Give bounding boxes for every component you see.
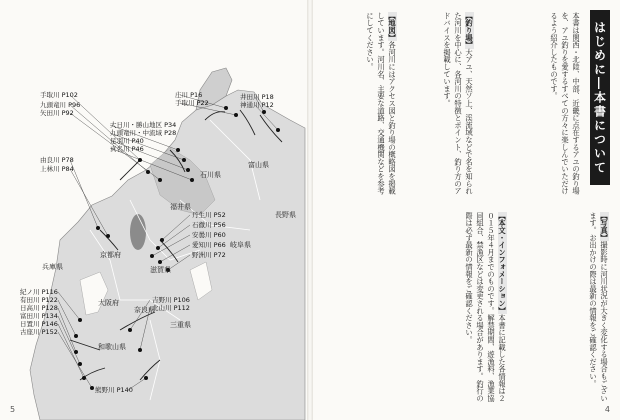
lake-biwa xyxy=(130,214,146,250)
pref-label: 富山県 xyxy=(248,161,269,169)
pref-label: 大阪府 xyxy=(98,299,119,307)
river-label: 富田川 P134 xyxy=(20,312,58,320)
river-label: 真名川 P46 xyxy=(110,145,144,153)
river-label: 上林川 P84 xyxy=(40,165,74,173)
river-label: 神通川 P12 xyxy=(240,101,274,109)
river-label: 由良川 P78 xyxy=(40,156,74,164)
page-number: 4 xyxy=(604,405,610,414)
region-map xyxy=(0,0,307,420)
river-label: 矢田川 P92 xyxy=(40,109,74,117)
map-section: 【地図】各河川にはアクセス図と釣り場の概略図を掲載しています。河川名、主要な道路、交通機関などを参考にしてください。 xyxy=(366,12,397,195)
river-label: 有田川 P122 xyxy=(20,296,58,304)
map-section-label: 【地図】 xyxy=(388,12,397,42)
pref-label: 三重県 xyxy=(170,321,191,329)
river-label: 北山川 P112 xyxy=(152,304,190,312)
river-label: 庄川 P16 xyxy=(175,91,203,99)
pref-label: 福井県 xyxy=(170,203,191,211)
river-label: 石徹川 P56 xyxy=(192,221,226,229)
left-page xyxy=(0,0,307,420)
photo-section-label: 【写真】 xyxy=(600,212,609,242)
pref-label: 和歌山県 xyxy=(98,343,126,351)
pref-label: 兵庫県 xyxy=(42,263,63,271)
river-label: 九頭竜川 P96 xyxy=(40,101,81,109)
river-label: 丹生川 P52 xyxy=(192,211,226,219)
pref-label: 岐阜県 xyxy=(230,241,251,249)
river-label: 安曇川 P60 xyxy=(192,231,226,239)
info-section-label: 【本文・インフォメーション】 xyxy=(498,212,507,315)
pref-label: 石川県 xyxy=(200,171,221,179)
page-title: はじめに―本書について xyxy=(590,10,610,185)
river-label: 大日川・勝山地区 P34 xyxy=(110,121,177,129)
river-label: 紀ノ川 P116 xyxy=(20,288,58,296)
river-label: 九頭竜川・中流域 P28 xyxy=(110,129,177,137)
pref-label: 長野県 xyxy=(275,211,296,219)
river-label: 日高川 P128 xyxy=(20,304,58,312)
river-label: 手取川 P22 xyxy=(175,99,209,107)
fishing-section: 【釣り場】大アユ、天然ソ上、渓流域などで名を知られた河川を中心に、各河川の特徴とポイント、釣り方のアドバイスを掲載しています。 xyxy=(443,12,474,195)
river-label: 古座川 P152 xyxy=(20,328,58,336)
right-page xyxy=(313,0,620,420)
page-number: 5 xyxy=(10,405,16,414)
river-label: 井田川 P18 xyxy=(240,93,274,101)
fishing-section-label: 【釣り場】 xyxy=(465,12,474,49)
pref-label: 奈良県 xyxy=(134,306,155,314)
river-label: 吉野川 P106 xyxy=(152,296,190,304)
pref-label: 京都府 xyxy=(100,251,121,259)
river-label: 足羽川 P40 xyxy=(110,137,144,145)
pref-label: 滋賀県 xyxy=(150,266,171,274)
photo-section: 【写真】撮影時に河川状況が大きく変化する場合もございます。お出かけの際は最新の情報をご確認ください。 xyxy=(589,212,609,402)
river-label: 野洲川 P72 xyxy=(192,251,226,259)
intro-text: 本書は関西・北陸、中部、近畿に点在するアユの釣り場を、アユ釣りを愛するすべての方々に楽しんでいただけるよう紹介したものです。 xyxy=(550,12,581,195)
river-label: 愛知川 P66 xyxy=(192,241,226,249)
river-label: 熊野川 P140 xyxy=(95,386,133,394)
river-label: 手取川 P102 xyxy=(40,91,78,99)
info-section: 【本文・インフォメーション】本書に記載した各情報は２０１５年４月までのものです。解禁期間、遊漁料、漁業協同組合、禁漁区などは変更される場合があります。釣行の際は必ず最新の情報をご確認ください。 xyxy=(465,212,507,402)
river-label: 日置川 P146 xyxy=(20,320,58,328)
